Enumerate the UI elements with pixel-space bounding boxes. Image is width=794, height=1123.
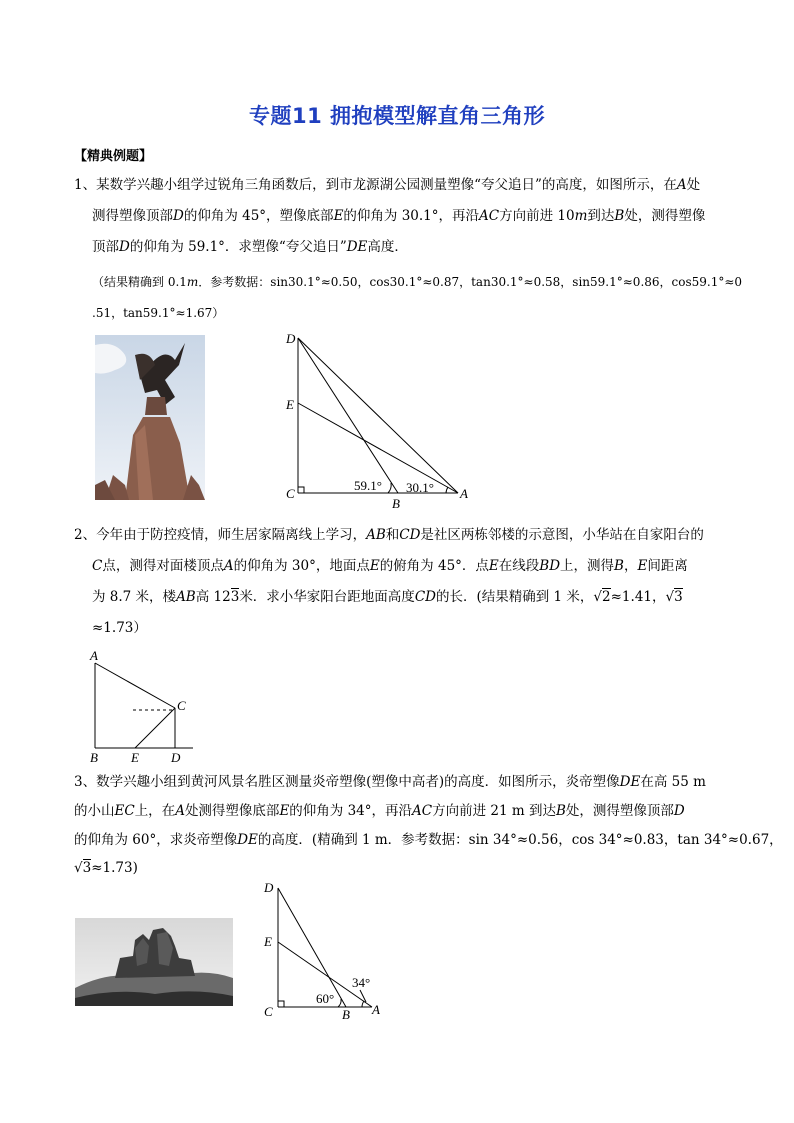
q2-var: E	[637, 558, 648, 574]
q2-var: C	[92, 558, 103, 574]
q2-line1	[74, 520, 754, 551]
q2-var: B	[614, 558, 624, 574]
label-E: E	[286, 397, 294, 412]
q1-var: m	[574, 208, 588, 224]
angle-label-34: 34°	[352, 975, 371, 990]
q1-text: 的仰角为 45°，塑像底部	[183, 208, 334, 224]
label-C: C	[264, 1004, 273, 1019]
section-heading: 【精典例题】	[74, 149, 153, 164]
q2-text: 和	[385, 527, 400, 543]
label-E: E	[264, 934, 272, 949]
statue-photo-kuafu	[95, 335, 205, 500]
q2-text: 在线段	[498, 558, 540, 574]
q3-diagram	[258, 876, 388, 1021]
q3-text: 的高度．(精确到 1 m．参考数据：sin 34°≈0.56，cos 34°≈0.83，tan 34°≈0.67，	[257, 832, 783, 848]
q2-text: ，	[623, 558, 638, 574]
line-db	[278, 888, 346, 1007]
q2-text: 是社区两栋邻楼的示意图，小华站在自家阳台的	[420, 527, 704, 543]
q2-text: 高 12	[195, 589, 231, 605]
q3-line2	[74, 796, 754, 827]
q1-var: B	[614, 208, 625, 224]
q3-text: 的仰角为 34°，再沿	[289, 803, 413, 819]
page-title: 专题11 拥抱模型解直角三角形	[248, 104, 546, 128]
q3-text: 的仰角为 60°，求炎帝塑像	[74, 832, 238, 848]
q2-diagram	[85, 648, 205, 768]
q3-var: EC	[114, 803, 135, 819]
angle-arc-a	[446, 487, 448, 493]
angle-arc-b	[338, 999, 341, 1007]
q3-var: B	[555, 803, 566, 819]
q3-var: E	[279, 803, 290, 819]
q2-var: AB	[366, 527, 386, 543]
q3-text: 上，在	[134, 803, 176, 819]
label-C: C	[286, 486, 295, 501]
label-B: B	[90, 750, 98, 765]
q2-text: 的仰角为 30°，地面点	[233, 558, 370, 574]
label-B: B	[342, 1007, 350, 1021]
q2-var: CD	[399, 527, 421, 543]
label-D: D	[264, 880, 274, 895]
label-A: A	[460, 486, 468, 501]
q1-number: 1、	[74, 177, 97, 193]
statue-photo-yandi	[75, 918, 233, 1006]
q2-text: 间距离	[647, 558, 688, 574]
sqrt-radicand: 2	[602, 589, 611, 605]
q1-text: 测得塑像顶部	[92, 208, 173, 224]
line-ce	[135, 708, 175, 748]
q3-text: 处测得塑像底部	[184, 803, 280, 819]
angle-label-60: 60°	[316, 991, 335, 1006]
q1-text: 某数学兴趣小组学过锐角三角函数后，到市龙源湖公园测量塑像“夸父追日”的高度，如图所示，在	[96, 177, 677, 193]
angle-arc-b	[388, 483, 391, 493]
q2-var: CD	[414, 589, 436, 605]
q2-line4: ≈1.73）	[92, 620, 147, 636]
label-A: A	[372, 1002, 380, 1017]
q1-diagram	[280, 330, 480, 510]
right-angle-mark	[298, 487, 304, 493]
q3-var: AC	[412, 803, 433, 819]
q2-var: AB	[176, 589, 196, 605]
sqrt-radicand: 3	[230, 589, 240, 605]
q1-text: 顶部	[92, 239, 119, 255]
q2-text: 为 8.7 米，楼	[92, 589, 177, 605]
line-ac	[95, 663, 175, 708]
q3-var: DE	[619, 774, 641, 790]
q2-text: 的俯角为 45°．点	[379, 558, 489, 574]
q3-text: 处，测得塑像顶部	[565, 803, 674, 819]
q1-text: 到达	[587, 208, 615, 224]
q3-number: 3、	[74, 774, 97, 790]
q1-var: D	[119, 239, 130, 255]
q1-text: 高度．	[367, 239, 408, 255]
q2-text: 米．求小华家阳台距地面高度	[239, 589, 415, 605]
q1-text: 处	[686, 177, 701, 193]
q3-var: DE	[237, 832, 258, 848]
q1-line2	[92, 201, 742, 232]
sqrt-radicand: 3	[82, 860, 92, 876]
q1-note: ．参考数据：sin30.1°≈0.50，cos30.1°≈0.87，tan30.1°≈0.58，sin59.1°≈0.86，cos59.1°≈0	[198, 275, 743, 289]
q1-text: 的仰角为 59.1°．求塑像“夸父追日”	[129, 239, 347, 255]
q2-text: 上，测得	[560, 558, 615, 574]
label-D: D	[171, 750, 181, 765]
label-C: C	[177, 698, 186, 713]
q2-text: 今年由于防控疫情，师生居家隔离线上学习，	[96, 527, 367, 543]
label-B: B	[392, 496, 400, 510]
q1-note: （结果精确到 0.1	[92, 275, 187, 289]
q3-var: D	[673, 803, 685, 819]
q3-text: 数学兴趣小组到黄河风景名胜区测量炎帝塑像(塑像中高者)的高度．如图所示，炎帝塑像	[96, 774, 620, 790]
q2-text: 的长．(结果精确到 1 米，	[435, 589, 594, 605]
q3-text: 方向前进 21 m 到达	[432, 803, 556, 819]
q3-text: 在高 55 m	[640, 774, 706, 790]
label-D: D	[286, 331, 296, 346]
q1-var: m	[186, 275, 199, 289]
q3-text: ≈1.73)	[91, 860, 138, 876]
q1-note-line1	[92, 267, 752, 298]
label-E: E	[131, 750, 139, 765]
q1-note-line2: .51，tan59.1°≈1.67）	[92, 306, 225, 320]
angle-label-59: 59.1°	[354, 478, 382, 493]
q2-var: E	[369, 558, 380, 574]
q2-line3: 为 8.7 米，楼AB高 123米．求小华家阳台距地面高度CD的长．(结果精确到 1 米，√2≈1.41，√3	[92, 589, 683, 605]
q2-text: ≈1.41，	[610, 589, 666, 605]
q3-var: A	[175, 803, 185, 819]
q1-line1	[74, 170, 734, 201]
q3-line1	[74, 767, 754, 798]
right-angle-mark	[278, 1001, 284, 1007]
q1-var: E	[333, 208, 344, 224]
q2-var: E	[488, 558, 499, 574]
q1-var: DE	[346, 239, 368, 255]
q1-text: 的仰角为 30.1°，再沿	[343, 208, 480, 224]
sqrt-radicand: 3	[674, 589, 683, 605]
angle-arc-a	[362, 1001, 364, 1007]
q2-number: 2、	[74, 527, 97, 543]
q2-line2	[92, 551, 752, 582]
q1-var: AC	[479, 208, 500, 224]
q3-text: 的小山	[74, 803, 115, 819]
q3-line4: √3≈1.73)	[74, 860, 138, 876]
label-A: A	[90, 648, 98, 663]
line-db	[298, 338, 398, 493]
line-da	[298, 338, 458, 493]
q2-var: A	[223, 558, 234, 574]
q1-text: 方向前进 10	[499, 208, 575, 224]
q1-var: A	[676, 177, 687, 193]
q3-line3	[74, 825, 783, 856]
q1-line3	[92, 232, 742, 263]
q1-var: D	[173, 208, 184, 224]
q1-text: 处，测得塑像	[624, 208, 706, 224]
q2-var: BD	[539, 558, 561, 574]
q2-text: 点，测得对面楼顶点	[102, 558, 224, 574]
angle-label-30: 30.1°	[406, 480, 434, 495]
